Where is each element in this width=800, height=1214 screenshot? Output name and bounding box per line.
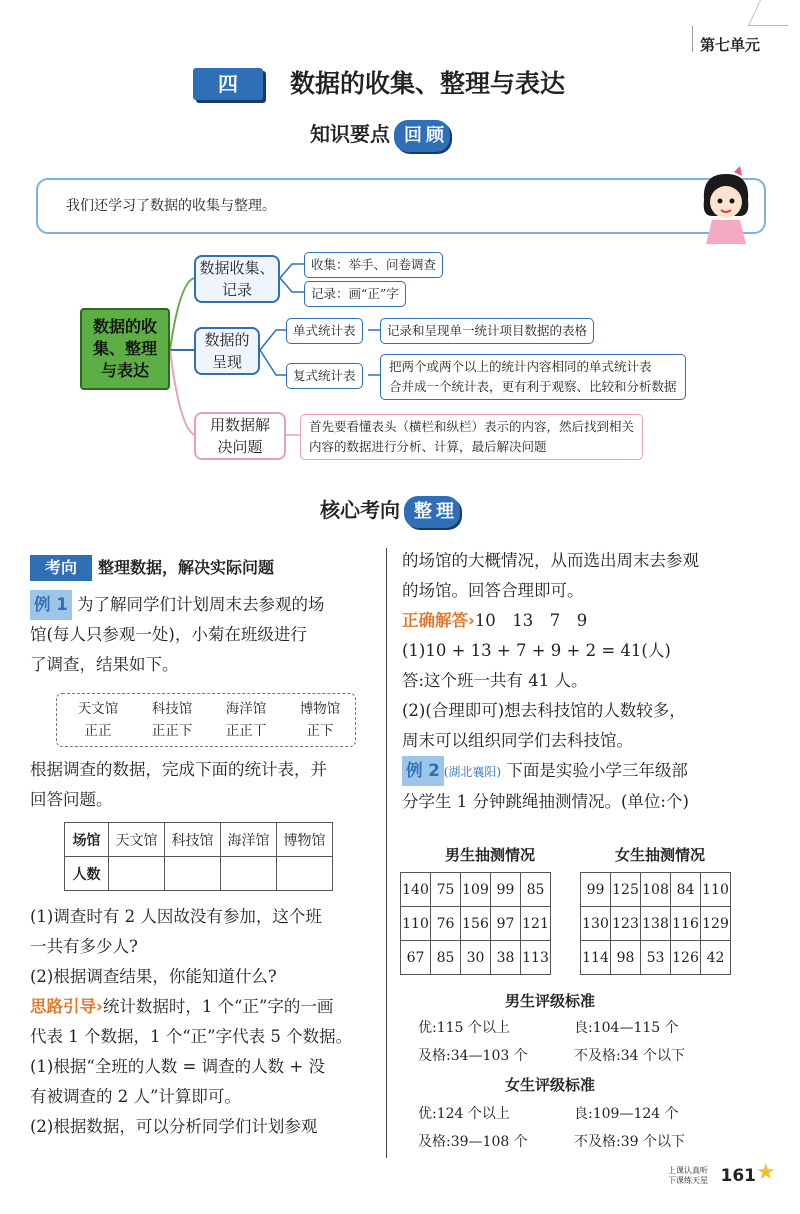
boys-table-title: 男生抽测情况: [444, 846, 535, 864]
girls-standard-item: 及格:39—108 个: [418, 1134, 528, 1150]
score-cell: 76: [431, 907, 461, 941]
score-cell: 108: [641, 873, 671, 907]
example1-ask: 根据调查的数据，完成下面的统计表，并 回答问题。: [30, 760, 327, 809]
score-cell: 109: [461, 873, 491, 907]
score-cell: 123: [611, 907, 641, 941]
girls-table-title: 女生抽测情况: [614, 846, 705, 864]
mindmap-leaf-single-table: 单式统计表: [286, 318, 363, 344]
score-cell: 97: [491, 907, 521, 941]
chapter-title: 数据的收集、整理与表达: [290, 69, 566, 98]
core-title: 核心考向: [320, 498, 400, 522]
table-row: [401, 873, 551, 907]
score-cell: 114: [581, 941, 611, 975]
star-icon: ★: [756, 1160, 776, 1185]
girl-avatar-icon: [694, 166, 758, 244]
score-cell: 129: [701, 907, 731, 941]
girls-score-table: [580, 872, 731, 975]
table-row: 人数: [65, 857, 333, 891]
survey-box: [56, 693, 356, 747]
table-cell-input[interactable]: [277, 857, 333, 891]
girls-standard-item: 不及格:39 个以下: [574, 1134, 685, 1150]
table-row: [581, 873, 731, 907]
score-cell: 38: [491, 941, 521, 975]
mindmap-leaf-solve-desc: 首先要看懂表头（横栏和纵栏）表示的内容，然后找到相关 内容的数据进行分析、计算，最后解决问题: [300, 414, 643, 460]
score-cell: 138: [641, 907, 671, 941]
intro-box: 我们还学习了数据的收集与整理。: [36, 178, 766, 234]
kaoxiang-tag: 考向: [30, 555, 92, 581]
mindmap-node-collect: 数据收集、 记录: [194, 255, 280, 303]
answer-label: 正确解答›: [402, 611, 475, 630]
example2-tag: 例 2: [402, 756, 444, 786]
table-cell-input[interactable]: [221, 857, 277, 891]
boys-standard-item: 不及格:34 个以下: [574, 1048, 685, 1064]
core-banner: [320, 494, 460, 528]
girls-standard-item: 良:109—124 个: [574, 1106, 679, 1122]
score-cell: 30: [461, 941, 491, 975]
mindmap-leaf-compound-table: 复式统计表: [286, 363, 363, 389]
score-cell: 42: [701, 941, 731, 975]
boys-score-table: [400, 872, 551, 975]
example2-region: (湖北襄阳): [443, 765, 502, 779]
example1-text: 例 1 为了解同学们计划周末去参观的场 馆(每人只参观一处)，小菊在班级进行 了调查，结果如下。: [30, 590, 380, 680]
unit-label: 第七单元: [699, 36, 760, 54]
chapter-number: 四: [193, 68, 263, 100]
score-cell: 99: [491, 873, 521, 907]
survey-item: 海洋馆 正正丅: [225, 701, 267, 739]
score-cell: 110: [701, 873, 731, 907]
score-cell: 67: [401, 941, 431, 975]
boys-standard-item: 及格:34—103 个: [418, 1048, 528, 1064]
score-cell: 140: [401, 873, 431, 907]
survey-item: 天文馆 正正: [77, 701, 119, 739]
score-cell: 110: [401, 907, 431, 941]
boys-standard-item: 良:104—115 个: [574, 1020, 679, 1036]
mindmap-node-solve: 用数据解 决问题: [194, 412, 286, 460]
example1-tag: 例 1: [30, 590, 72, 620]
review-badge: 回 顾: [394, 120, 450, 152]
survey-item: 博物馆 正下: [299, 701, 341, 739]
example1-questions: (1)调查时有 2 人因故没有参加，这个班 一共有多少人? (2)根据调查结果，你能知道什么? 思路引导›统计数据时，1 个“正”字的一画 代表 1 个数据，1 个“正”字代表 5 个数据。 (1)根据“全班的人数 = 调查的人数 + 没 有被调查的 2 人”计算即可。 (2)根据数据，可以分析同学们计划参观: [30, 907, 353, 1136]
core-badge: 整 理: [404, 496, 460, 528]
boys-standard-item: 优:115 个以上: [418, 1020, 510, 1036]
table-row: [581, 941, 731, 975]
score-cell: 99: [581, 873, 611, 907]
score-cell: 125: [611, 873, 641, 907]
hint-label: 思路引导›: [30, 997, 103, 1016]
review-banner: [310, 118, 450, 152]
boys-standard-title: 男生评级标准: [504, 992, 595, 1010]
page-number: 161: [720, 1166, 756, 1186]
score-cell: 98: [611, 941, 641, 975]
score-cell: 53: [641, 941, 671, 975]
footer-tip: 上课认真听 下课练天星: [668, 1166, 708, 1185]
score-cell: 85: [521, 873, 551, 907]
girls-standard-item: 优:124 个以上: [418, 1106, 510, 1122]
table-row: 场馆 天文馆 科技馆 海洋馆 博物馆: [65, 823, 333, 857]
column-divider: [386, 548, 387, 1158]
score-cell: 85: [431, 941, 461, 975]
table-row: [401, 941, 551, 975]
mindmap-leaf-compound-desc: 把两个或两个以上的统计内容相同的单式统计表 合并成一个统计表，更有利于观察、比较和分析数据: [380, 354, 686, 400]
table-row: [581, 907, 731, 941]
score-cell: 75: [431, 873, 461, 907]
header-divider: [692, 26, 693, 52]
score-cell: 116: [671, 907, 701, 941]
mindmap-node-present: 数据的 呈现: [194, 327, 260, 375]
stat-table: [64, 822, 333, 891]
table-cell-input[interactable]: [165, 857, 221, 891]
review-title: 知识要点: [310, 122, 390, 146]
score-cell: 121: [521, 907, 551, 941]
score-cell: 113: [521, 941, 551, 975]
page-corner: [748, 0, 800, 26]
score-cell: 130: [581, 907, 611, 941]
mindmap-leaf-collect: 收集：举手、问卷调查: [304, 252, 443, 278]
mindmap-leaf-single-desc: 记录和呈现单一统计项目数据的表格: [380, 318, 594, 344]
score-cell: 156: [461, 907, 491, 941]
answer-text: 的场馆的大概情况，从而选出周末去参观 的场馆。回答合理即可。 正确解答›10 13 7 9 (1)10 + 13 + 7 + 9 + 2 = 41(人) 答:这个班一共有 41 人。 (2)(合理即可)想去科技馆的人数较多， 周末可以组织同学们去科技馆。 例 2 (湖北襄阳) 下面是实验小学三年级部 分学生 1 分钟跳绳抽测情况。(单位:个): [402, 551, 699, 811]
survey-item: 科技馆 正正下: [151, 701, 193, 739]
score-cell: 126: [671, 941, 701, 975]
kaoxiang-title: 整理数据，解决实际问题: [98, 558, 275, 577]
mindmap-root: 数据的收 集、整理 与表达: [80, 308, 170, 390]
girls-standard-title: 女生评级标准: [504, 1076, 595, 1094]
table-cell-input[interactable]: [109, 857, 165, 891]
table-row: [401, 907, 551, 941]
mindmap-leaf-record: 记录：画“正”字: [304, 281, 406, 307]
score-cell: 84: [671, 873, 701, 907]
